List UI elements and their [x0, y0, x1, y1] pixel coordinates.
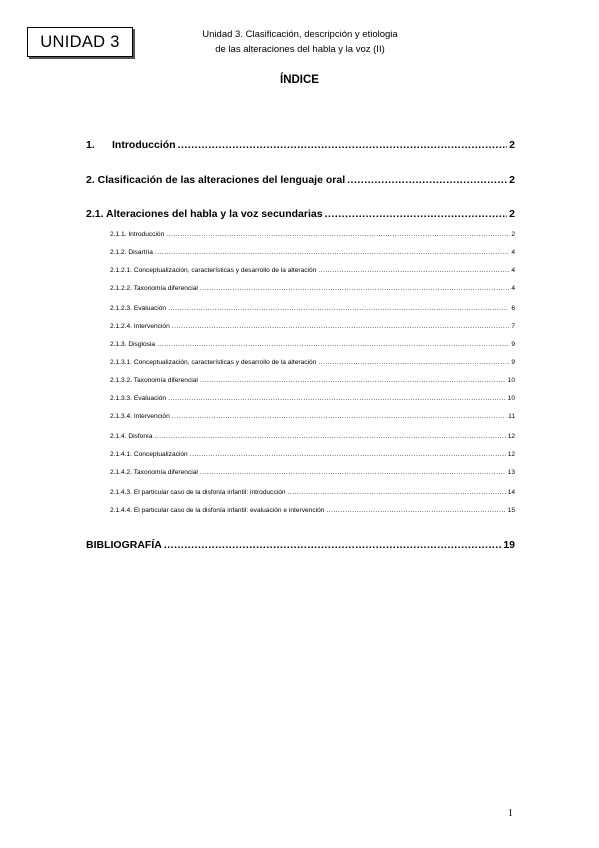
toc-entry[interactable]	[110, 489, 515, 496]
toc-leader-dots	[155, 433, 506, 440]
toc-entry[interactable]	[110, 285, 515, 292]
toc-entry-bibliografia[interactable]	[86, 539, 515, 551]
toc-entry[interactable]	[110, 341, 515, 348]
index-title: ÍNDICE	[280, 74, 319, 86]
toc-leader-dots	[157, 341, 509, 348]
toc-entry-page: 11	[508, 413, 515, 420]
toc-entry-label: 2.1.2.1. Conceptualización, características y desarrollo de la alteración	[110, 267, 317, 274]
toc-leader-dots	[172, 323, 510, 330]
toc-entry[interactable]	[110, 451, 515, 458]
header-title-line-2: de las alteraciones del habla y la voz (II)	[215, 44, 385, 55]
toc-entry-page: 7	[511, 323, 515, 330]
toc-entry-page: 2	[509, 174, 515, 186]
toc-entry-label: 2.1.3.4. Intervención	[110, 413, 170, 420]
toc-entry[interactable]	[110, 395, 515, 402]
document-header-title	[160, 27, 440, 57]
toc-entry-label: 2.1.3.1. Conceptualización, características y desarrollo de la alteración	[110, 359, 317, 366]
toc-entry-label: Introducción	[112, 139, 176, 151]
toc-leader-dots	[325, 208, 508, 220]
toc-entry-clasificacion[interactable]	[86, 174, 515, 186]
toc-entry-label: 2.1.1. Introducción	[110, 231, 165, 238]
toc-leader-dots	[200, 469, 506, 476]
toc-entry-label: BIBLIOGRAFÍA	[86, 539, 162, 551]
toc-entry-page: 12	[507, 433, 515, 440]
page-number: 1	[508, 808, 513, 819]
toc-entry[interactable]	[110, 433, 515, 440]
toc-entry-label: 2.1.4. Disfonía	[110, 433, 153, 440]
toc-entry-page: 6	[511, 305, 515, 312]
toc-leader-dots	[168, 395, 506, 402]
toc-entry-label: 2.1.4.1. Conceptualización	[110, 451, 188, 458]
toc-entry-alteraciones-secundarias[interactable]	[86, 208, 515, 220]
toc-leader-dots	[347, 174, 507, 186]
toc-entry-label: 2.1.4.2. Taxonomía diferencial	[110, 469, 198, 476]
header-title-line-1: Unidad 3. Clasificación, descripción y etiologia	[202, 29, 398, 40]
toc-entry-label: 2.1.2.2. Taxonomía diferencial	[110, 285, 198, 292]
toc-entry[interactable]	[110, 305, 515, 312]
toc-leader-dots	[164, 539, 501, 551]
toc-entry-label: 2.1.2.3. Evaluación	[110, 305, 167, 312]
toc-entry-page: 4	[511, 249, 515, 256]
toc-entry-label: 2.1.4.3. El particular caso de la disfonía infantil: introducción	[110, 489, 286, 496]
toc-leader-dots	[200, 285, 509, 292]
toc-entry-page: 9	[511, 341, 515, 348]
toc-entry-number: 1.	[86, 139, 95, 151]
toc-leader-dots	[288, 489, 506, 496]
toc-entry-page: 14	[507, 489, 515, 496]
toc-entry-page: 9	[511, 359, 515, 366]
toc-entry-introduccion[interactable]	[86, 139, 515, 151]
toc-leader-dots	[155, 249, 509, 256]
toc-leader-dots	[178, 139, 508, 151]
toc-entry-page: 19	[503, 539, 515, 551]
toc-entry-page: 2	[509, 139, 515, 151]
toc-entry-label: 2.1.4.4. El particular caso de la disfonía infantil: evaluación e intervención	[110, 507, 325, 514]
toc-entry-page: 4	[511, 285, 515, 292]
toc-leader-dots	[318, 359, 509, 366]
toc-entry[interactable]	[110, 413, 515, 420]
toc-entry[interactable]	[110, 323, 515, 330]
toc-entry[interactable]	[110, 249, 515, 256]
toc-entry-page: 12	[507, 451, 515, 458]
toc-entry[interactable]	[110, 231, 515, 238]
toc-entry[interactable]	[110, 359, 515, 366]
toc-leader-dots	[326, 507, 505, 514]
toc-entry[interactable]	[110, 267, 515, 274]
toc-leader-dots	[190, 451, 506, 458]
toc-entry-label: 2.1.3.3. Evaluación	[110, 395, 167, 402]
unit-label: UNIDAD 3	[40, 32, 120, 51]
toc-leader-dots	[166, 231, 509, 238]
toc-entry-page: 13	[507, 469, 515, 476]
toc-entry-label: 2.1. Alteraciones del habla y la voz secundarias	[86, 208, 323, 220]
toc-entry[interactable]	[110, 469, 515, 476]
toc-entry[interactable]	[110, 377, 515, 384]
toc-entry-page: 15	[507, 507, 515, 514]
unit-label-box	[27, 27, 133, 57]
toc-entry-label: 2.1.3.2. Taxonomía diferencial	[110, 377, 198, 384]
toc-entry-page: 10	[507, 395, 515, 402]
toc-entry-page: 10	[507, 377, 515, 384]
toc-entry[interactable]	[110, 507, 515, 514]
toc-entry-label: 2.1.2.4. Intervención	[110, 323, 170, 330]
toc-leader-dots	[318, 267, 509, 274]
toc-entry-page: 2	[511, 231, 515, 238]
toc-leader-dots	[172, 413, 506, 420]
toc-entry-page: 2	[509, 208, 515, 220]
toc-entry-label: 2.1.2. Disartria	[110, 249, 153, 256]
toc-leader-dots	[200, 377, 506, 384]
toc-leader-dots	[168, 305, 509, 312]
toc-entry-label: 2. Clasificación de las alteraciones del lenguaje oral	[86, 174, 346, 186]
toc-entry-page: 4	[511, 267, 515, 274]
toc-entry-label: 2.1.3. Disglosia	[110, 341, 156, 348]
